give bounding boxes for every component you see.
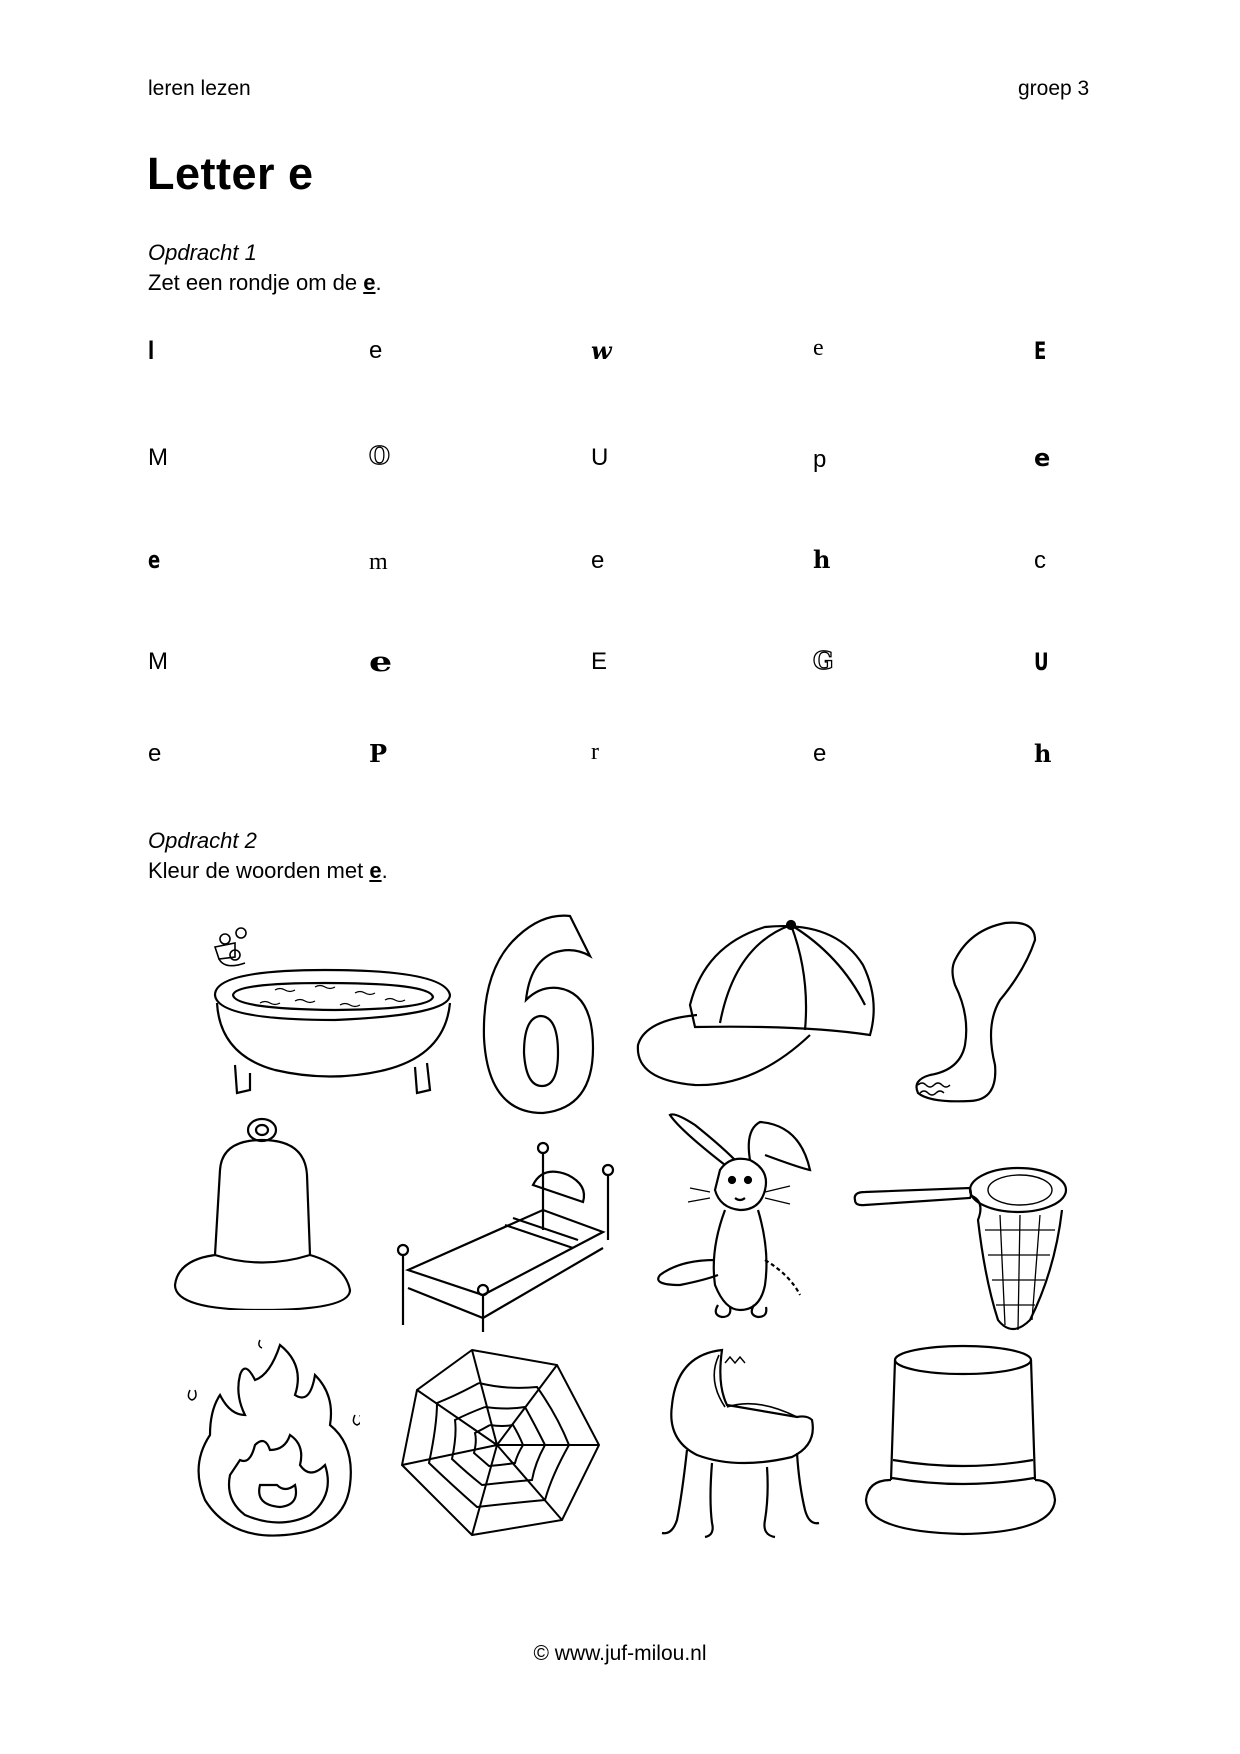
letter-cell[interactable]: M xyxy=(148,648,168,675)
letter-cell[interactable]: m xyxy=(369,549,388,575)
bath-icon[interactable] xyxy=(205,925,455,1100)
letter-cell[interactable]: U xyxy=(591,444,609,471)
web-icon[interactable] xyxy=(397,1345,602,1540)
letter-cell[interactable]: c xyxy=(1034,547,1046,574)
letter-cell[interactable]: U xyxy=(1034,648,1049,676)
letter-cell[interactable]: P xyxy=(369,739,388,768)
page-title: Letter e xyxy=(147,148,314,199)
footer-copyright: © www.juf-milou.nl xyxy=(533,1642,707,1665)
letter-cell[interactable]: E xyxy=(591,648,608,675)
letter-cell[interactable]: e xyxy=(369,337,383,364)
number-six-icon[interactable] xyxy=(478,908,598,1118)
bed-icon[interactable] xyxy=(393,1140,623,1335)
letter-cell[interactable]: G xyxy=(813,646,834,675)
letter-cell[interactable]: l xyxy=(148,337,155,365)
cap-icon[interactable] xyxy=(635,915,880,1095)
letter-cell[interactable]: e xyxy=(148,546,161,574)
assignment-1-label: Opdracht 1 xyxy=(148,240,257,265)
letter-cell[interactable]: r xyxy=(591,739,599,765)
bell-icon[interactable] xyxy=(170,1115,355,1310)
letter-cell[interactable]: w xyxy=(591,336,612,365)
assignment-1-instruction: Zet een rondje om de e. xyxy=(148,270,382,295)
assignment-2-instruction: Kleur de woorden met e. xyxy=(148,858,388,883)
letter-cell[interactable]: e xyxy=(813,740,827,767)
assignment-2-label: Opdracht 2 xyxy=(148,828,257,853)
letter-cell[interactable]: e xyxy=(591,547,605,574)
top-hat-icon[interactable] xyxy=(863,1340,1058,1540)
fire-icon[interactable] xyxy=(185,1335,360,1540)
net-icon[interactable] xyxy=(850,1160,1070,1335)
letter-cell[interactable]: e xyxy=(1034,444,1051,472)
letter-cell[interactable]: O xyxy=(369,441,390,470)
cradle-icon[interactable] xyxy=(657,1345,822,1540)
header-grade: groep 3 xyxy=(1018,77,1090,100)
letter-cell[interactable]: e xyxy=(148,740,162,767)
letter-cell[interactable]: e xyxy=(369,647,393,678)
letter-cell[interactable]: p xyxy=(813,446,827,473)
letter-cell[interactable]: h xyxy=(1034,739,1052,768)
letter-cell[interactable]: M xyxy=(148,444,168,471)
hare-icon[interactable] xyxy=(650,1110,820,1325)
header-subject: leren lezen xyxy=(148,77,251,100)
leg-icon[interactable] xyxy=(910,915,1040,1110)
letter-cell[interactable]: h xyxy=(813,545,831,574)
letter-cell[interactable]: e xyxy=(813,335,824,361)
letter-cell[interactable]: E xyxy=(1034,337,1047,365)
